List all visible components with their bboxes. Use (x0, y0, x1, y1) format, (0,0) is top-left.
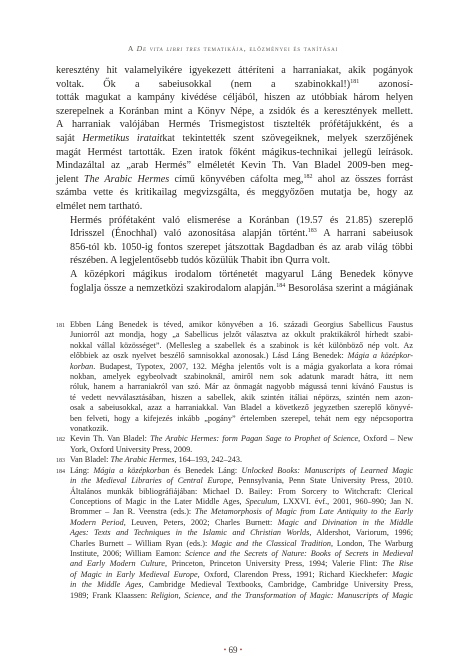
body-line: keresztény hit valamelyikére igyekezett áttéríteni a harraniakat, akik pogányok (56, 65, 413, 76)
footnote-line: ben felveti, hogy a kifejezés inkább „pogány” értelemben szerepel, tehát nem egy népcsoportra (70, 413, 413, 423)
body-text (56, 64, 413, 295)
body-line: tották magukat a kampány kivédése céljából, hiszen az utóbbiak három helyen (56, 92, 413, 104)
paragraph-3 (56, 268, 413, 295)
body-line: saját Hermetikus irataitkat tekintették szent szövegeiknek, melyek szerzőjének (56, 132, 414, 144)
body-line: voltak. Ők a sabeiusokkal (nem a szabinokkal!)$^{181}$ azonosí- (56, 78, 413, 90)
footnote-line: korban. Budapest, Typotex, 2007, 132. Mégha jelentős volt is a mágia gyakorlata a kora római (70, 361, 413, 371)
footnote-ref[interactable]: 182 (303, 173, 313, 180)
footnote-line: Charles Burnett – William Ryan (eds.): Magic and the Classical Tradition, London, The Warburg (70, 538, 413, 548)
footnote-line: 1989; Frank Klaassen: Religion, Science, and the Transformation of Magic: Manuscripts of Magic (70, 590, 413, 600)
paragraph-2 (56, 214, 413, 268)
footnote-181 (56, 320, 413, 434)
footnote-line: Ages: Texts and Techniques in the Islamic and Christian Worlds, Aldershot, Variorum, 1996; (70, 528, 413, 538)
bullet-icon: • (239, 646, 243, 654)
body-line: Idrisszel (Énochhal) való azonosítása alapján történt.$^{183}$ A harrani sabeiusok (70, 228, 413, 240)
footnote-number: 183 (56, 458, 65, 465)
body-line: Hermés prófétaként való elismerése a Koránban (19.57 és 21.85) szereplő (70, 214, 413, 226)
footnote-line: in the Middle Ages, Cambridge Medieval Textbooks, Cambridge, Cambridge University Press, (70, 580, 413, 590)
footnote-line: Ebben Láng Benedek is téved, amikor könyvében a 16. századi Georgius Sabellicus Faustus (70, 320, 413, 329)
footnote-line: Institute, 2006; William Eamon: Science and the Secrets of Nature: Books of Secrets in Medieval (70, 548, 413, 558)
body-line: magát Hermést tartották. Ezen iratok főként mágikus-technikai jellegű leírások. (56, 146, 413, 158)
footnote-number: 182 (56, 437, 65, 444)
footnote-line: York, Oxford University Press, 2009. (70, 444, 193, 454)
running-head-rest: tematikája, előzményei és tanításai (200, 44, 339, 53)
footnote-line: Láng: Mágia a középkorban és Benedek Láng: Unlocked Books: Manuscripts of Learned Magic (70, 465, 413, 475)
footnote-184 (56, 466, 413, 601)
running-head-prefix: A (127, 44, 137, 53)
footnote-line: Juniorról azt mondja, hogy „a Sabellicus jelzőt választva az okkult praktikákról hírhedt szabi- (70, 330, 413, 340)
footnote-number: 184 (56, 468, 65, 475)
footnote-line: Brommer – Jan R. Veenstra (eds.): The Metamorphosis of Magic from Late Antiquity to the Early (70, 507, 413, 517)
paragraph-1 (56, 64, 413, 214)
footnote-line: nokban, amelyek egybeolvadt szabinoknál, amiről nem sok adatunk maradt hátra, itt nem (70, 372, 413, 382)
body-line: A középkori mágikus irodalom történetét magyarul Láng Benedek könyve (70, 268, 413, 280)
page-number-value: 69 (228, 645, 238, 655)
footnote-line: Kevin Th. Van Bladel: The Arabic Hermes: form Pagan Sage to Prophet of Science, Oxford – New (70, 434, 414, 444)
footnote-line: osak a sabeiusokkal, azaz a harraniakkal. Van Bladel a következő jegyzetben szereplő könyvé- (70, 403, 413, 413)
footnote-line: and Early Modern Culture, Princeton, Princeton University Press, 1994; Valerie Flint: The Rise (70, 559, 413, 569)
body-line: foglalja össze a nemzetközi szakirodalom alapján.$^{184}$ Besorolása szerint a mágiának (70, 282, 413, 294)
footnote-ref[interactable]: 181 (350, 78, 360, 85)
page-number (0, 645, 466, 655)
running-head (36, 44, 430, 53)
body-line: számba vette és kritikailag megvizsgálta, és meggyőzően mutatja be, hogy az (56, 187, 413, 199)
body-line: elmélet nem tartható. (56, 200, 143, 212)
footnote-line: vonatkozik. (70, 424, 109, 434)
body-line: 856-tól kb. 1050-ig fontos szerepet játszottak Bagdadban és az arab világ többi (70, 241, 413, 253)
footnote-ref[interactable]: 184 (276, 282, 286, 289)
running-head-title: De vita libri tres (136, 44, 201, 53)
footnote-line: in the Medieval Libraries of Central Europe, Pennsylvania, Penn State University Press, 2010. (70, 476, 413, 486)
footnote-183 (56, 455, 413, 465)
footnote-line: Conceptions of Magic in the Later Middle Ages, Speculum, LXXVI. évf., 2001, 960–990; Jan N. (70, 496, 413, 506)
footnote-182 (56, 434, 413, 455)
footnotes (56, 320, 413, 601)
footnote-line: Modern Period, Leuven, Peters, 2002; Charles Burnett: Magic and Divination in the Middle (70, 517, 413, 527)
body-line: Mindazáltal az „arab Hermés” elméletét Kevin Th. Van Bladel 2009-ben meg- (56, 160, 413, 172)
footnote-line: nokkal vállal közösséget”. (Mellesleg a szabellek és a szabinok is két különböző nép volt. Az (70, 340, 413, 350)
footnote-line: of Magic in Early Medieval Europe, Oxford, Clarendon Press, 1991; Richard Kieckhefer: Magic (70, 569, 413, 579)
footnote-line: Van Bladel: The Arabic Hermes, 164–193, 242–243. (70, 455, 243, 465)
body-line: részében. A legjelentősebb tudós közülük Thabit ibn Qurra volt. (70, 255, 331, 267)
footnote-line: róluk, hanem a harraniakról van szó. Már az önmagát nagyobb mágussá tenni kívánó Faustus is (70, 382, 413, 392)
footnote-number: 181 (56, 323, 65, 329)
body-line: jelent The Arabic Hermes című könyvében cáfolta meg,$^{182}$ ahol az összes forrást (56, 173, 414, 185)
footnote-line: té vedett nevválasztásában, hiszen a sabellek, akik szintén itáliai népörzs, szintén nem azon- (70, 392, 413, 402)
footnote-line: előbbiek az oszk nyelvet beszélő samnisokkal azonosak.) Lásd Láng Benedek: Mágia a középkor- (70, 351, 413, 361)
body-line: szerepelnek a Koránban mint a Könyv Népe, a zsidók és a keresztények mellett. (56, 105, 413, 117)
bullet-icon: • (223, 646, 227, 654)
footnote-line: Általános munkák bibliográfiájában: Michael D. Bailey: From Sorcery to Witchcraft: Clerical (70, 486, 413, 496)
footnote-ref[interactable]: 183 (307, 228, 317, 235)
body-line: A harraniak valójában Hermés Trismegistost tisztelték prófétájukként, és a (56, 119, 413, 131)
